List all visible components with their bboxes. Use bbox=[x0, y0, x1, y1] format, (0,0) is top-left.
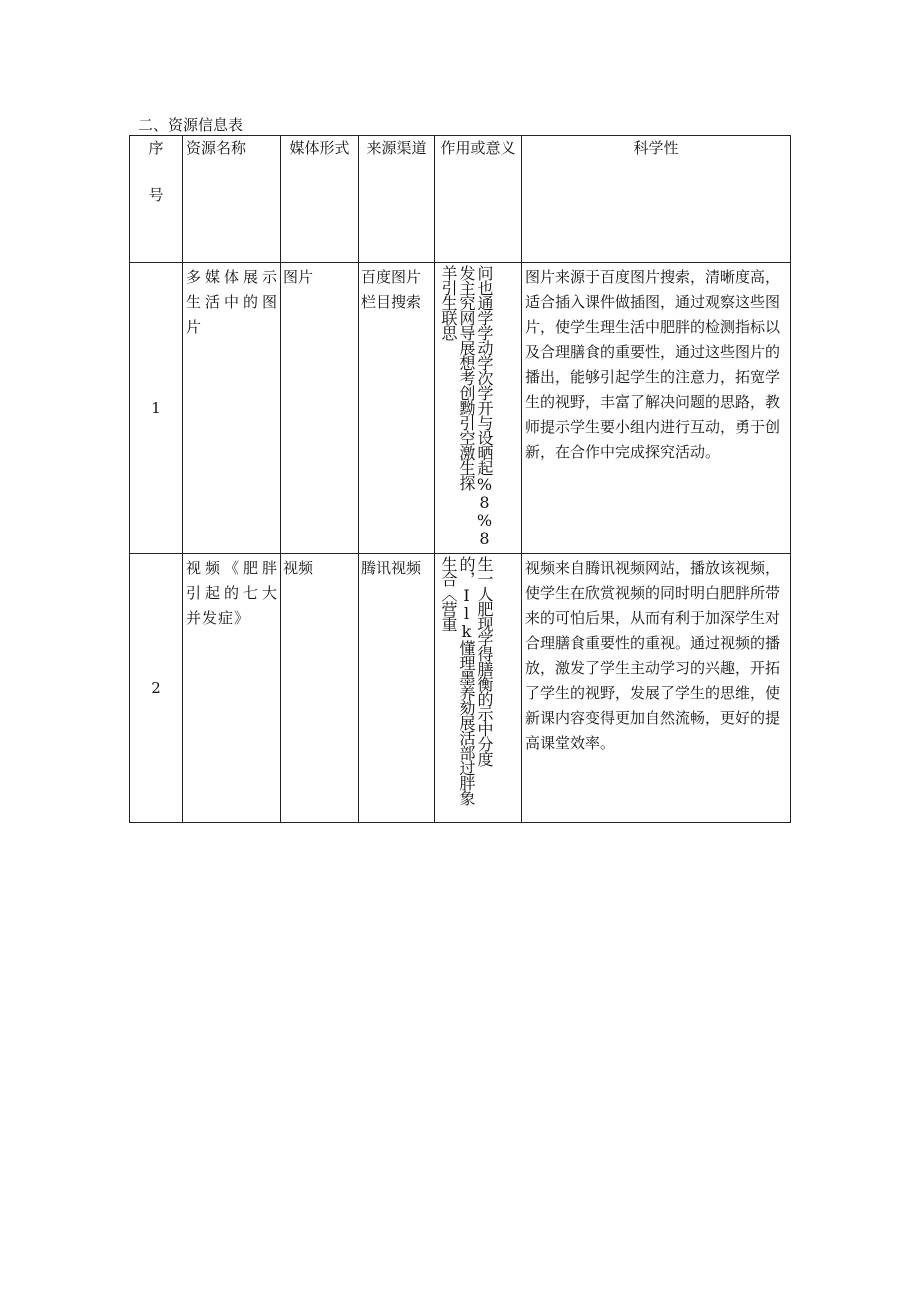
row-purpose-text: 生一人肥现学得膳衡的示中分度 的，Ilk懂理墨养劾展活部过胖象 生合〈营重 bbox=[439, 556, 494, 805]
row-science: 图片来源于百度图片搜索，清晰度高，适合插入课件做插图，通过观察这些图片，使学生理生活中肥胖的检测指标以及合理膳食的重要性，通过这些图片的播出，能够引起学生的注意力，拓宽学生的视野，丰富了解决问题的思路，教师提示学生要小组内进行互动，勇于创新，在合作中完成探究活动。 bbox=[522, 263, 791, 554]
row-name: 视频《肥胖引起的七大并发症》 bbox=[183, 554, 281, 823]
row-media: 视频 bbox=[281, 554, 359, 823]
row-seq: 2 bbox=[130, 554, 183, 823]
row-science: 视频来自腾讯视频网站，播放该视频，使学生在欣赏视频的同时明白肥胖所带来的可怕后果，从而有利于加深学生对合理膳食重要性的重视。通过视频的播放，激发了学生主动学习的兴趣，开拓了学生的视野，发展了学生的思维，使新课内容变得更加自然流畅，更好的提高课堂效率。 bbox=[522, 554, 791, 823]
row-purpose bbox=[435, 263, 522, 554]
resource-table bbox=[129, 135, 791, 823]
row-source: 百度图片栏目搜索 bbox=[359, 263, 435, 554]
row-purpose bbox=[435, 554, 522, 823]
header-name: 资源名称 bbox=[183, 136, 281, 263]
header-seq bbox=[130, 136, 183, 263]
header-source: 来源渠道 bbox=[359, 136, 435, 263]
row-purpose-text: 问也通学学动学次学开与设晒起%8%8 发主究网导展想考创黝引空激生探 羊引生联思 bbox=[439, 265, 494, 547]
table-title: 二、资源信息表 bbox=[138, 116, 244, 134]
header-science: 科学性 bbox=[522, 136, 791, 263]
row-seq: 1 bbox=[130, 263, 183, 554]
table-row bbox=[130, 263, 791, 554]
row-source: 腾讯视频 bbox=[359, 554, 435, 823]
header-media: 媒体形式 bbox=[281, 136, 359, 263]
header-seq-bottom: 号 bbox=[148, 186, 164, 204]
row-media: 图片 bbox=[281, 263, 359, 554]
table-row bbox=[130, 554, 791, 823]
header-seq-top: 序 bbox=[148, 139, 164, 157]
header-purpose: 作用或意义 bbox=[435, 136, 522, 263]
row-name: 多媒体展示生活中的图片 bbox=[183, 263, 281, 554]
header-row bbox=[130, 136, 791, 263]
